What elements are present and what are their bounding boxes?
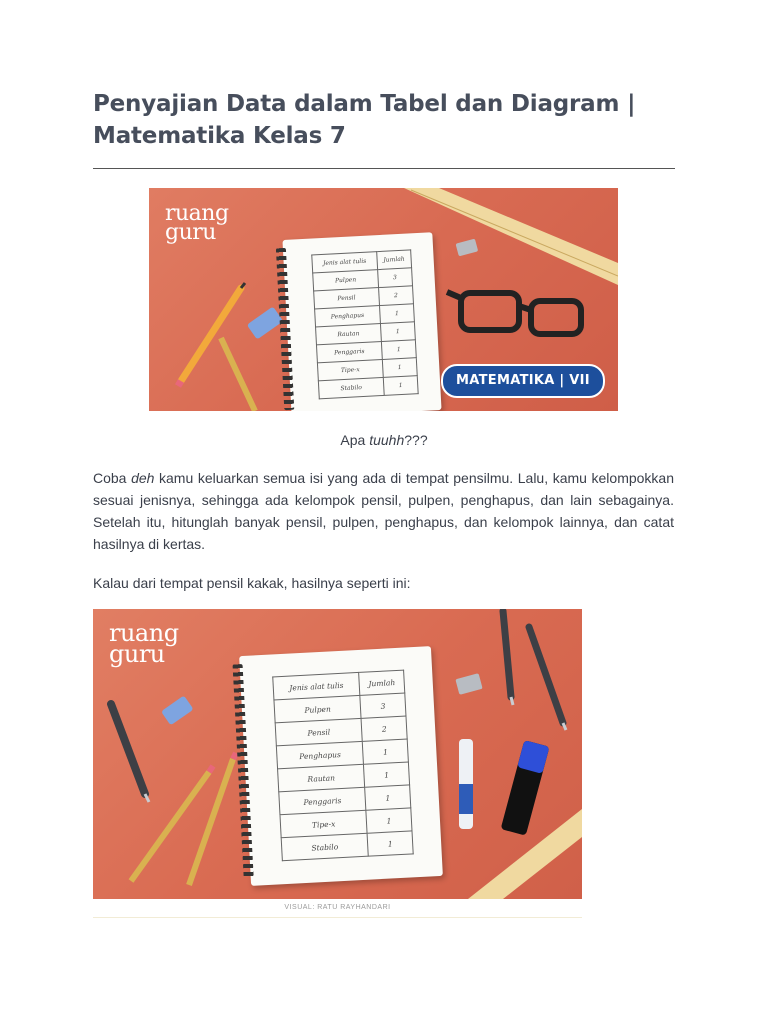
notebook-illustration: [282, 232, 441, 411]
item-count-cell: 1: [367, 831, 413, 856]
page-title: Penyajian Data dalam Tabel dan Diagram | Matematika Kelas 7: [93, 91, 636, 149]
table-header-cell: Jenis alat tulis: [273, 672, 360, 699]
item-name-cell: Penghapus: [276, 741, 363, 768]
sharpener-illustration: [455, 673, 482, 695]
item-count-cell: 1: [380, 322, 415, 342]
item-count-cell: 2: [361, 716, 407, 741]
notebook-illustration: [239, 646, 443, 886]
item-name-cell: Pensil: [275, 718, 362, 745]
sharpener-illustration: [456, 239, 479, 257]
subject-badge: MATEMATIKA | VII: [441, 364, 605, 398]
item-count-cell: 3: [360, 693, 406, 718]
glasses-illustration: [447, 292, 581, 334]
header-banner-image: [149, 188, 618, 411]
item-name-cell: Penggaris: [279, 787, 366, 814]
image-caption: Apa tuuhh???: [340, 432, 428, 448]
item-name-cell: Stabilo: [318, 377, 384, 398]
item-name-cell: Stabilo: [281, 833, 368, 860]
item-count-cell: 1: [383, 376, 418, 396]
intro-paragraph: Coba deh kamu keluarkan semua isi yang ada di tempat pensilmu. Lalu, kamu kelompokkan sesuai jenisnya, sehingga ada kelompok pensil, pulpen, penghapus, dan lain sebagainya. Setelah itu, hitunglah banyak pensil, pulpen, penghapus, dan kelompok lainnya, dan catat hasilnya di kertas.: [93, 470, 674, 552]
pencil-illustration: [131, 753, 236, 885]
eraser-illustration: [161, 695, 194, 725]
eraser-illustration: [247, 306, 284, 339]
item-count-cell: 1: [364, 762, 410, 787]
item-count-cell: 3: [378, 268, 413, 288]
item-name-cell: Rautan: [278, 764, 365, 791]
title-divider: [93, 168, 675, 169]
item-name-cell: Rautan: [316, 324, 382, 345]
item-name-cell: Pulpen: [313, 270, 379, 291]
item-count-cell: 1: [381, 340, 416, 360]
notebook-table: [311, 249, 418, 399]
pen-illustration: [111, 704, 149, 802]
image-credit: VISUAL: RATU RAYHANDARI: [93, 899, 582, 918]
item-name-cell: Penghapus: [315, 306, 381, 327]
stationery-table-image: [93, 609, 582, 899]
brand-logo: ruang guru: [165, 201, 229, 245]
item-count-cell: 1: [379, 304, 414, 324]
notebook-table: [272, 670, 414, 862]
item-name-cell: Tipe-x: [317, 359, 383, 380]
pencil-illustration: [178, 283, 255, 411]
brand-logo: ruang guru: [109, 619, 179, 668]
item-count-cell: 1: [365, 785, 411, 810]
item-name-cell: Tipe-x: [280, 810, 367, 837]
table-header-cell: Jumlah: [359, 670, 405, 695]
result-intro-paragraph: Kalau dari tempat pensil kakak, hasilnya seperti ini:: [93, 575, 411, 591]
pen-illustration: [503, 611, 566, 730]
highlighter-illustration: [501, 740, 550, 836]
item-count-cell: 1: [382, 358, 417, 378]
item-count-cell: 1: [366, 808, 412, 833]
item-name-cell: Penggaris: [316, 342, 382, 363]
table-row: [318, 376, 418, 399]
table-header-cell: Jumlah: [377, 250, 412, 270]
item-count-cell: 1: [362, 739, 408, 764]
item-name-cell: Pensil: [314, 288, 380, 309]
correction-pen-illustration: [459, 739, 473, 829]
item-count-cell: 2: [378, 286, 413, 306]
table-header-cell: Jenis alat tulis: [312, 252, 378, 273]
ruler-illustration: [404, 188, 618, 285]
item-name-cell: Pulpen: [274, 695, 361, 722]
